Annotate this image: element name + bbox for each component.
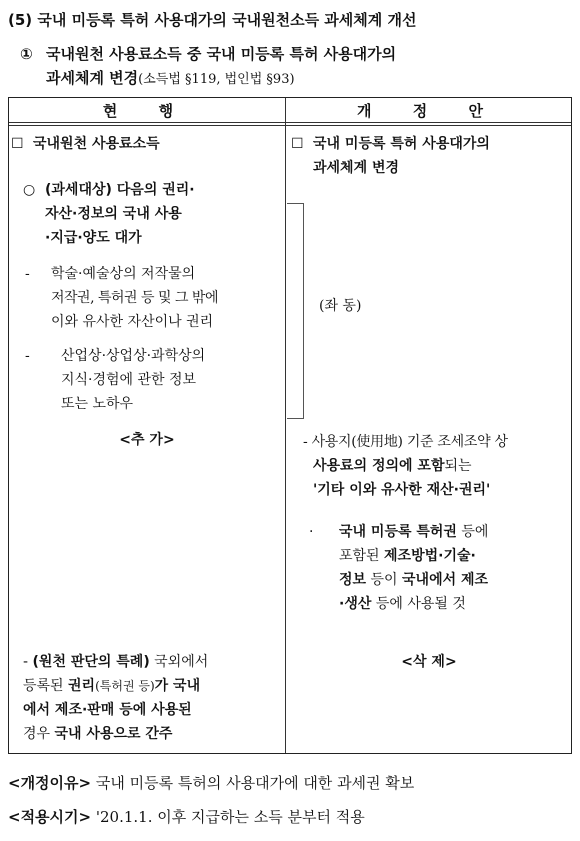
proposed-deleted-placeholder: <삭 제> [401, 654, 457, 670]
header-rule-bottom [9, 125, 571, 126]
column-header-proposed: 개 정 안 [357, 102, 501, 120]
same-as-left-bracket [287, 203, 304, 419]
timing-label: <적용시기> [8, 808, 92, 826]
checkbox-square-icon: ☐ [291, 136, 304, 152]
comparison-table [8, 97, 572, 754]
checkbox-square-icon: ☐ [11, 136, 24, 152]
reason-label: <개정이유> [8, 774, 92, 792]
dot-bullet-icon: · [309, 524, 314, 540]
proposed-box-title: ☐ 국내 미등록 특허 사용대가의 과세체계 변경 [291, 132, 571, 180]
timing-text: '20.1.1. 이후 지급하는 소득 분부터 적용 [91, 808, 365, 826]
current-taxable-item: ○ (과세대상) 다음의 권리· 자산·정보의 국내 사용 ·지급·양도 대가 [23, 178, 283, 250]
current-added-placeholder: <추 가> [119, 432, 175, 448]
current-box-title: ☐ 국내원천 사용료소득 [11, 132, 160, 156]
law-reference: (소득법 §119, 법인법 §93) [138, 72, 295, 87]
current-dash-item-copyright: - 학술·예술상의 저작물의 저작권, 특허권 등 및 그 밖에 이와 유사한 자산이나 권리 [25, 266, 218, 330]
reason-text: 국내 미등록 특허의 사용대가에 대한 과세권 확보 [91, 774, 415, 792]
current-dash-item-knowhow: - 산업상·상업상·과학상의 지식·경험에 관한 정보 또는 노하우 [25, 348, 206, 412]
current-source-special-rule: - (원천 판단의 특례) 국외에서 등록된 권리(특허권 등)가 국내 에서 제조·판매 등에 사용된 경우 국내 사용으로 간주 [23, 654, 209, 742]
section-heading: (5) 국내 미등록 특허 사용대가의 국내원천소득 과세체계 개선 [8, 11, 417, 29]
item-number: ① [20, 45, 33, 63]
column-header-current: 현 행 [102, 102, 192, 120]
subtitle-line1: 국내원천 사용료소득 중 국내 미등록 특허 사용대가의 [46, 45, 397, 63]
subtitle-line2: 과세체계 변경 [46, 69, 139, 87]
circle-bullet-icon: ○ [23, 182, 36, 198]
effective-date [8, 806, 365, 827]
proposed-unregistered-patent-condition: · 국내 미등록 특허권 등에 포함된 제조방법·기술· 정보 등이 국내에서 제조 ·생산 등에 사용될 것 [309, 520, 573, 616]
header-rule-top [9, 122, 571, 123]
proposed-royalty-definition: - 사용지(使用地) 기준 조세조약 상 사용료의 정의에 포함되는 '기타 이와 유사한 재산·권리' [303, 434, 508, 498]
amendment-reason [8, 772, 414, 793]
proposed-same-as-left: (좌 동) [319, 298, 362, 314]
subsection-title [20, 42, 396, 92]
